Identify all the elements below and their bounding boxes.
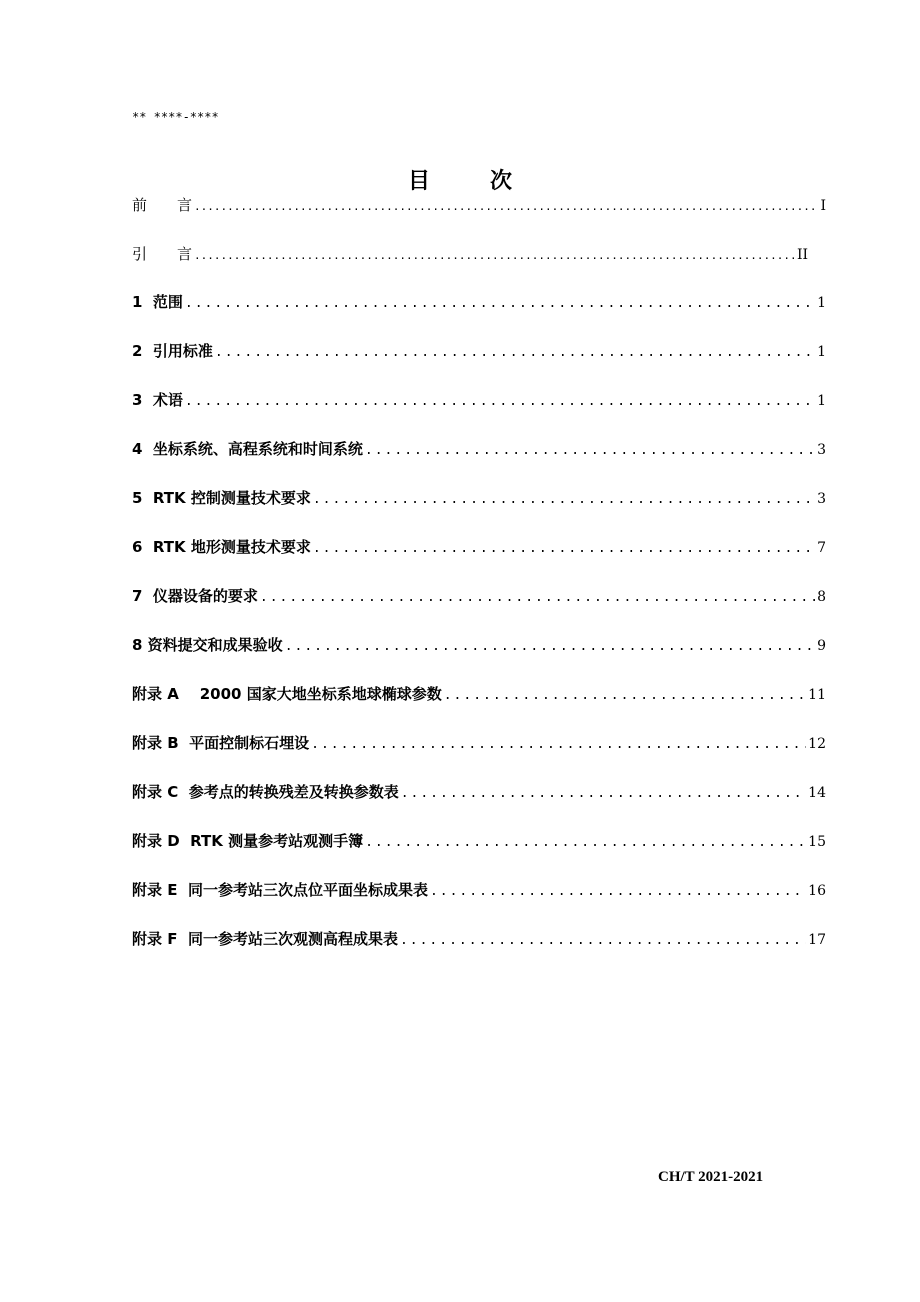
- toc-page-number: 1: [817, 393, 826, 409]
- toc-page-number: 9: [817, 638, 826, 654]
- toc-entry-number: 3: [132, 391, 143, 409]
- toc-leader-dots: [401, 786, 806, 801]
- toc-entry-label: [132, 389, 183, 410]
- toc-entry-label: [132, 536, 311, 557]
- toc-page-number: 15: [808, 834, 826, 850]
- toc-entry-text: 仪器设备的要求: [152, 587, 258, 605]
- toc-title: [0, 164, 920, 195]
- toc-leader-dots: [311, 737, 806, 752]
- toc-entry-number: 6: [132, 538, 143, 556]
- toc-entry-number: 2: [132, 342, 143, 360]
- toc-entry-text: 术语: [152, 391, 183, 409]
- toc-entry-text: 同一参考站三次观测高程成果表: [187, 930, 398, 948]
- toc-entry-label: [132, 781, 399, 802]
- toc-leader-dots: [194, 249, 795, 262]
- toc-entry-number: 5: [132, 489, 143, 507]
- toc-leader-dots: [185, 394, 815, 409]
- document-code-header: ** ****-****: [132, 110, 219, 124]
- toc-page-number: 12: [808, 736, 826, 752]
- toc-entry-appendix-a[interactable]: [132, 683, 826, 705]
- toc-page-number: 7: [817, 540, 826, 556]
- toc-entry-text: 前 言: [132, 196, 193, 214]
- toc-entry-text: 2000 国家大地坐标系地球椭球参数: [199, 685, 442, 703]
- toc-entry-number: 7: [132, 587, 143, 605]
- toc-leader-dots: [365, 835, 806, 850]
- toc-leader-dots: [313, 541, 815, 556]
- toc-entry-label: [132, 487, 311, 508]
- toc-entry-label: [132, 928, 398, 949]
- toc-entry-text: 同一参考站三次点位平面坐标成果表: [187, 881, 428, 899]
- toc-page-number: 16: [808, 883, 826, 899]
- toc-entry-2[interactable]: [132, 340, 826, 362]
- toc-entry-6[interactable]: [132, 536, 826, 558]
- toc-entry-7[interactable]: [132, 585, 826, 607]
- toc-entry-number: 附录 D: [132, 832, 180, 850]
- toc-entry-text: 范围: [152, 293, 183, 311]
- toc-entry-8[interactable]: [132, 634, 826, 656]
- toc-page-number: 17: [808, 932, 826, 948]
- toc-entry-5[interactable]: [132, 487, 826, 509]
- toc-entry-number: 1: [132, 293, 143, 311]
- toc-entry-text: RTK 测量参考站观测手簿: [190, 832, 364, 850]
- toc-entry-number: 8: [132, 636, 143, 654]
- toc-entry-text: 参考点的转换残差及转换参数表: [188, 783, 399, 801]
- toc-page-number: II: [796, 247, 808, 263]
- toc-leader-dots: [444, 688, 806, 703]
- toc-entry-text: 坐标系统、高程系统和时间系统: [152, 440, 363, 458]
- toc-page-number: 11: [808, 687, 826, 703]
- toc-page-number: 14: [808, 785, 826, 801]
- toc-entry-label: [132, 732, 309, 753]
- toc-entry-number: 附录 E: [132, 881, 178, 899]
- toc-entry-text: 引用标准: [152, 342, 213, 360]
- toc-leader-dots: [194, 200, 818, 213]
- toc-leader-dots: [313, 492, 815, 507]
- toc-entry-4[interactable]: [132, 438, 826, 460]
- toc-entry-label: [132, 634, 283, 655]
- toc-entry-label: [132, 438, 363, 459]
- toc-entry-1[interactable]: [132, 291, 826, 313]
- toc-leader-dots: [185, 296, 815, 311]
- toc-entry-number: 附录 F: [132, 930, 178, 948]
- toc-entry-appendix-c[interactable]: [132, 781, 826, 803]
- toc-entry-appendix-b[interactable]: [132, 732, 826, 754]
- toc-entry-number: 附录 C: [132, 783, 179, 801]
- toc-page-number: 8: [817, 589, 826, 605]
- toc-entry-text: 资料提交和成果验收: [147, 636, 283, 654]
- toc-entry-label: [132, 291, 183, 312]
- toc-entry-label: [132, 879, 428, 900]
- toc-page-number: 3: [817, 491, 826, 507]
- toc-page-number: 3: [817, 442, 826, 458]
- toc-entry-text: RTK 地形测量技术要求: [152, 538, 311, 556]
- toc-title-part1: 目: [407, 169, 430, 194]
- toc-entry-text: 平面控制标石埋设: [189, 734, 310, 752]
- toc-leader-dots: [365, 443, 815, 458]
- toc-entry-number: 4: [132, 440, 143, 458]
- toc-entry-3[interactable]: [132, 389, 826, 411]
- toc-entry-text: 引 言: [132, 245, 193, 263]
- toc-leader-dots: [215, 345, 815, 360]
- toc-entry-label: [132, 830, 363, 851]
- toc-entry-number: 附录 B: [132, 734, 179, 752]
- toc-entry-foreword[interactable]: [132, 194, 826, 216]
- toc-entry-appendix-f[interactable]: [132, 928, 826, 950]
- toc-entry-appendix-d[interactable]: [132, 830, 826, 852]
- toc-entry-label: [132, 585, 258, 606]
- toc-entry-introduction[interactable]: [132, 243, 808, 265]
- toc-entry-number: 附录 A: [132, 685, 179, 703]
- toc-page-number: I: [820, 198, 826, 214]
- toc-page-number: 1: [817, 344, 826, 360]
- toc-leader-dots: [430, 884, 806, 899]
- toc-leader-dots: [285, 639, 815, 654]
- toc-entry-label: [132, 340, 213, 361]
- toc-entry-text: RTK 控制测量技术要求: [152, 489, 311, 507]
- toc-entry-label: [132, 683, 442, 704]
- toc-page-number: 1: [817, 295, 826, 311]
- toc-leader-dots: [400, 933, 806, 948]
- toc-leader-dots: [260, 590, 815, 605]
- toc-title-part2: 次: [490, 169, 513, 194]
- toc-entry-appendix-e[interactable]: [132, 879, 826, 901]
- document-code-footer: CH/T 2021-2021: [658, 1169, 764, 1185]
